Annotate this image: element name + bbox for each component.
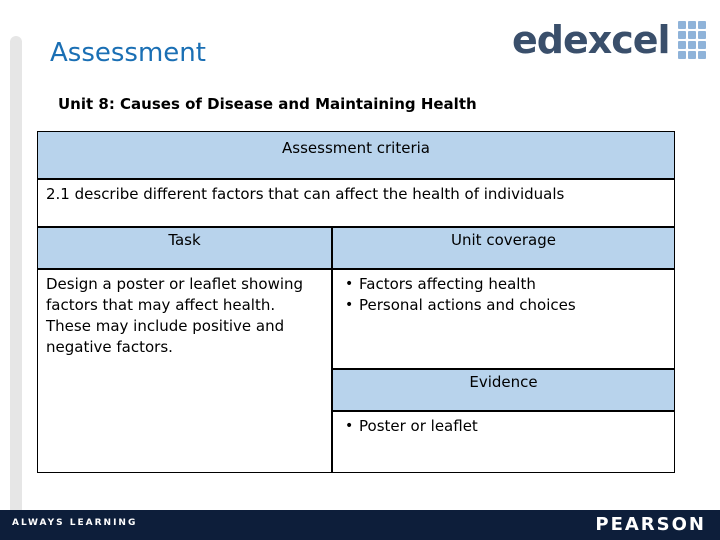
criteria-header: Assessment criteria [37,131,675,179]
task-header: Task [37,227,332,269]
slide-title: Assessment [50,38,206,68]
footer-bar [0,510,720,540]
assessment-table [37,131,675,473]
unit-subtitle: Unit 8: Causes of Disease and Maintaining Health [58,95,477,113]
coverage-item: • Factors affecting health [343,274,664,295]
coverage-item: • Personal actions and choices [343,295,664,316]
coverage-header: Unit coverage [332,227,675,269]
logo-dots-icon [678,21,706,59]
evidence-item: • Poster or leaflet [343,416,664,437]
task-text: Design a poster or leaflet showing factors that may affect health. These may include positive and negative factors. [37,269,332,473]
edexcel-logo [512,18,708,62]
pearson-logo: PEARSON [595,514,706,535]
criteria-text: 2.1 describe different factors that can affect the health of individuals [37,179,675,227]
coverage-list-cell [332,269,675,369]
logo-wordmark: edexcel [512,18,670,62]
footer-tagline: ALWAYS LEARNING [12,518,138,528]
side-decoration-bar [10,36,22,510]
evidence-list-cell [332,411,675,473]
evidence-header: Evidence [332,369,675,411]
